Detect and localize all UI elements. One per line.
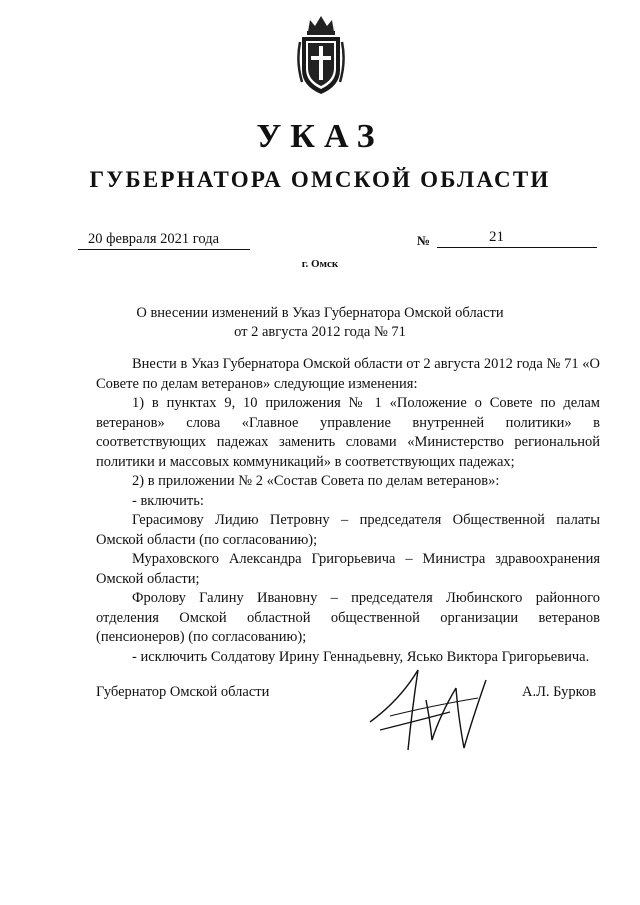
- document-heading-line: от 2 августа 2012 года № 71: [234, 324, 406, 340]
- body-paragraph: Мураховского Александра Григорьевича – Министра здравоохранения Омской области;: [96, 551, 600, 587]
- decree-number-field: [437, 229, 597, 248]
- handwritten-signature: [360, 660, 510, 760]
- document-heading-line: О внесении изменений в Указ Губернатора Омской области: [136, 305, 504, 321]
- body-paragraph: - включить:: [132, 492, 204, 509]
- decree-date: 20 февраля 2021 года: [78, 231, 250, 250]
- body-paragraph: 2) в приложении № 2 «Состав Совета по делам ветеранов»:: [132, 473, 500, 489]
- number-label: №: [417, 233, 431, 248]
- body-paragraph: Фролову Галину Ивановну – председателя Любинского районного отделения Омской областной общественной организации ветеранов (пенсионеров) (по согласованию);: [96, 590, 600, 645]
- document-body: [96, 355, 600, 667]
- signatory-name: А.Л. Бурков: [522, 684, 597, 700]
- decree-subtitle: ГУБЕРНАТОРА ОМСКОЙ ОБЛАСТИ: [89, 167, 551, 192]
- decree-title: УКАЗ: [256, 118, 384, 155]
- body-paragraph: - исключить Солдатову Ирину Геннадьевну, Ясько Виктора Григорьевича.: [132, 648, 590, 665]
- coat-of-arms-emblem: [296, 12, 346, 98]
- signatory-position: Губернатор Омской области: [96, 684, 270, 700]
- body-paragraph: Внести в Указ Губернатора Омской области от 2 августа 2012 года № 71 «О Совете по делам ветеранов» следующие изменения:: [96, 356, 600, 392]
- body-paragraph: 1) в пунктах 9, 10 приложения № 1 «Положение о Совете по делам ветеранов» слова «Главное управление внутренней политики» в соответствующих падежах заменить словами «Министерство региональной политики и массовых коммуникаций» в соответствующих падежах;: [96, 395, 600, 470]
- body-paragraph: Герасимову Лидию Петровну – председателя Общественной палаты Омской области (по согласованию);: [96, 512, 600, 548]
- document-heading: [0, 304, 640, 342]
- decree-number: 21: [489, 229, 504, 245]
- city-label: г. Омск: [301, 258, 339, 270]
